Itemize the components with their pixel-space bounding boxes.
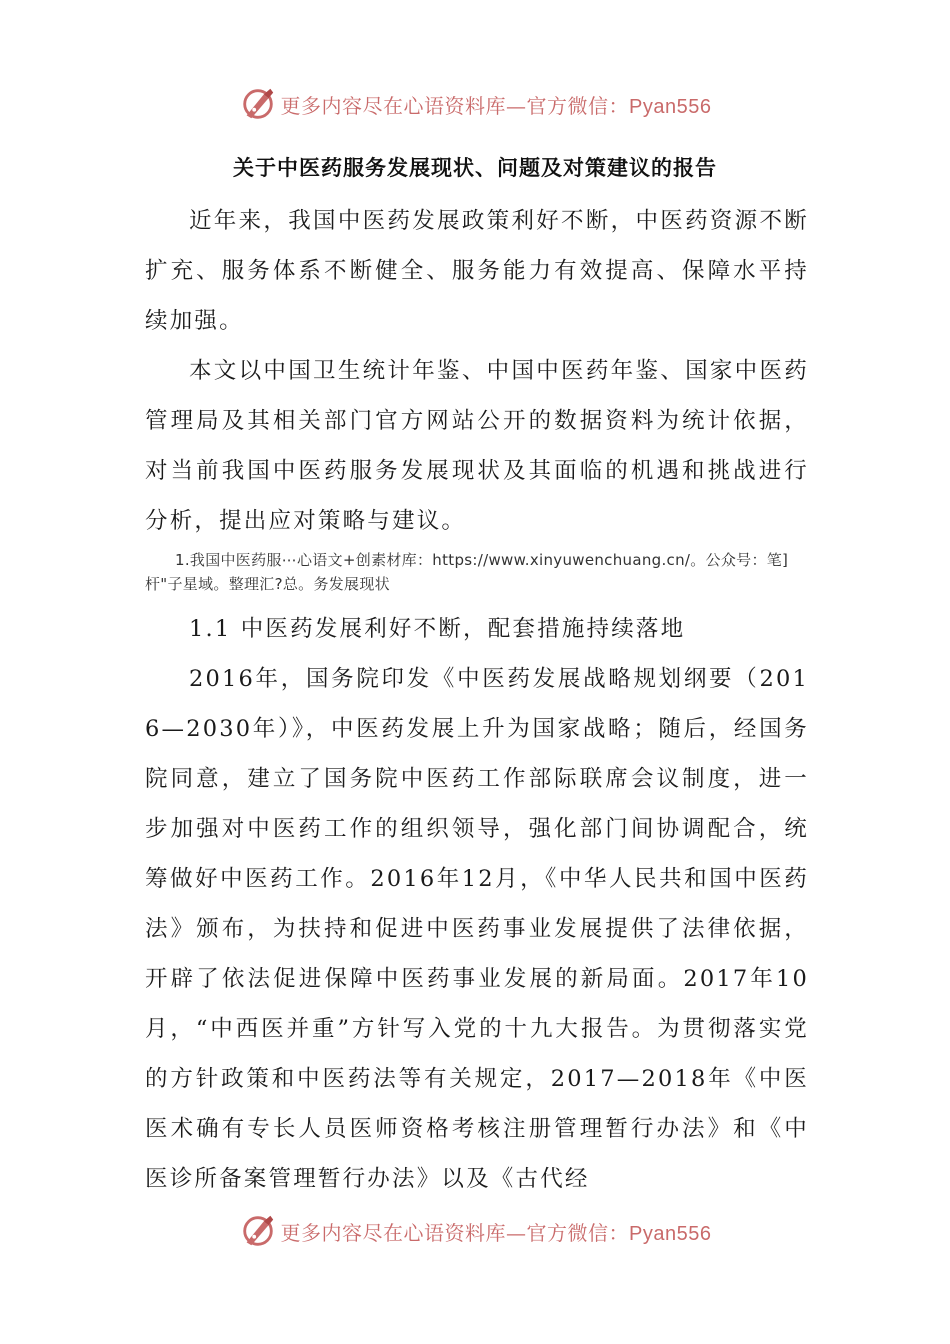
document-title: 关于中医药服务发展现状、问题及对策建议的报告 [233,156,717,180]
fountain-pen-logo-icon [239,1212,277,1250]
paragraph-method: 本文以中国卫生统计年鉴、中国中医药年鉴、国家中医药管理局及其相关部门官方网站公开的数据资料为统计依据，对当前我国中医药服务发展现状及其面临的机遇和挑战进行分析，提出应对策略与建议。 [145,358,809,534]
wechat-id: Pyan556 [629,95,712,118]
banner-text: 更多内容尽在心语资料库—官方微信：Pyan556 [280,1220,712,1245]
wechat-id: Pyan556 [629,1222,712,1245]
fountain-pen-logo-icon [239,85,277,123]
watermark-note: 1.我国中医药服⋯心语文+创素材库：https://www.xinyuwenchuang.cn/。公众号：笔]杆"子星域。整理汇?总。务发展现状 [145,551,789,593]
paragraph-intro: 近年来，我国中医药发展政策利好不断，中医药资源不断扩充、服务体系不断健全、服务能力有效提高、保障水平持续加强。 [145,208,809,334]
section-heading: 1.1 中医药发展利好不断，配套措施持续落地 [189,616,686,642]
header-banner [0,82,950,126]
document-body [145,196,809,1204]
paragraph-policy: 2016年，国务院印发《中医药发展战略规划纲要（2016—2030年）》，中医药发展上升为国家战略；随后，经国务院同意，建立了国务院中医药工作部际联席会议制度，进一步加强对中医药工作的组织领导，强化部门间协调配合，统筹做好中医药工作。2016年12月，《中华人民共和国中医药法》颁布，为扶持和促进中医药事业发展提供了法律依据，开辟了依法促进保障中医药事业发展的新局面。2017年10月，“中西医并重”方针写入党的十九大报告。为贯彻落实党的方针政策和中医药法等有关规定，2017—2018年《中医医术确有专长人员医师资格考核注册管理暂行办法》和《中医诊所备案管理暂行办法》以及《古代经 [145,666,809,1192]
banner-text: 更多内容尽在心语资料库—官方微信：Pyan556 [280,93,712,118]
footer-banner [0,1209,950,1253]
